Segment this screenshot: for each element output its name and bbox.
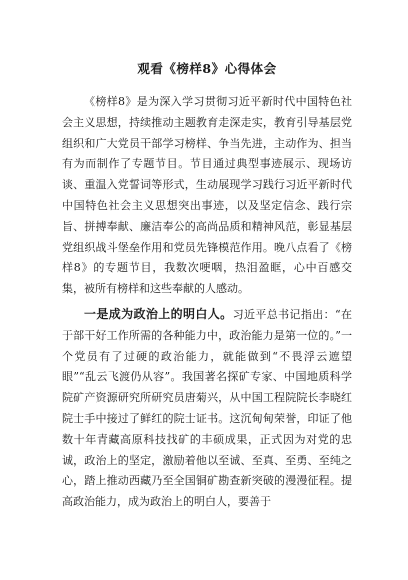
paragraph-political — [62, 304, 352, 513]
document-title: 观看《榜样8》心得体会 — [137, 61, 277, 76]
document-page — [62, 60, 352, 513]
paragraph-body: 习近平总书记指出：“在于部干好工作所需的各种能力中，政治能力是第一位的。”一个党员有了过硬的政治能力，就能做到“不畏浮云遮望眼”“乱云飞渡仍从容”。我国著名探矿专家、中国地质科学院矿产资源研究所研究员唐菊兴，从中国工程院院长李晓红院士手中接过了鲜红的院士证书。这沉甸甸荣誉，印证了他数十年青藏高原科技找矿的丰硕成果，正式因为对党的忠诚，政治上的坚定，激励着他以至诚、至真、至勇、至纯之心，踏上推动西藏乃至全国铜矿勘查新突破的漫漫征程。提高政治能力，成为政治上的明白人，要善于 — [62, 307, 352, 509]
paragraph-lead-heading: 一是成为政治上的明白人。 — [84, 306, 233, 321]
paragraph-intro: 《榜样8》是为深入学习贯彻习近平新时代中国特色社会主义思想，持续推动主题教育走深走实，教育引导基层党组织和广大党员干部学习榜样、争当先进，主动作为、担当有为而制作了专题节目。节目通过典型事迹展示、现场访谈、重温入党誓词等形式，生动展现学习践行习近平新时代中国特色社会主义思想突出事迹，以及坚定信念、践行宗旨、拼搏奉献、廉洁奉公的高尚品质和精神风范，彰显基层党组织战斗堡垒作用和党员先锋模范作用。晚八点看了《榜样8》的专题节目，我数次哽咽，热泪盈眶，心中百感交集，被所有榜样和这些奉献的人感动。 — [62, 95, 352, 296]
